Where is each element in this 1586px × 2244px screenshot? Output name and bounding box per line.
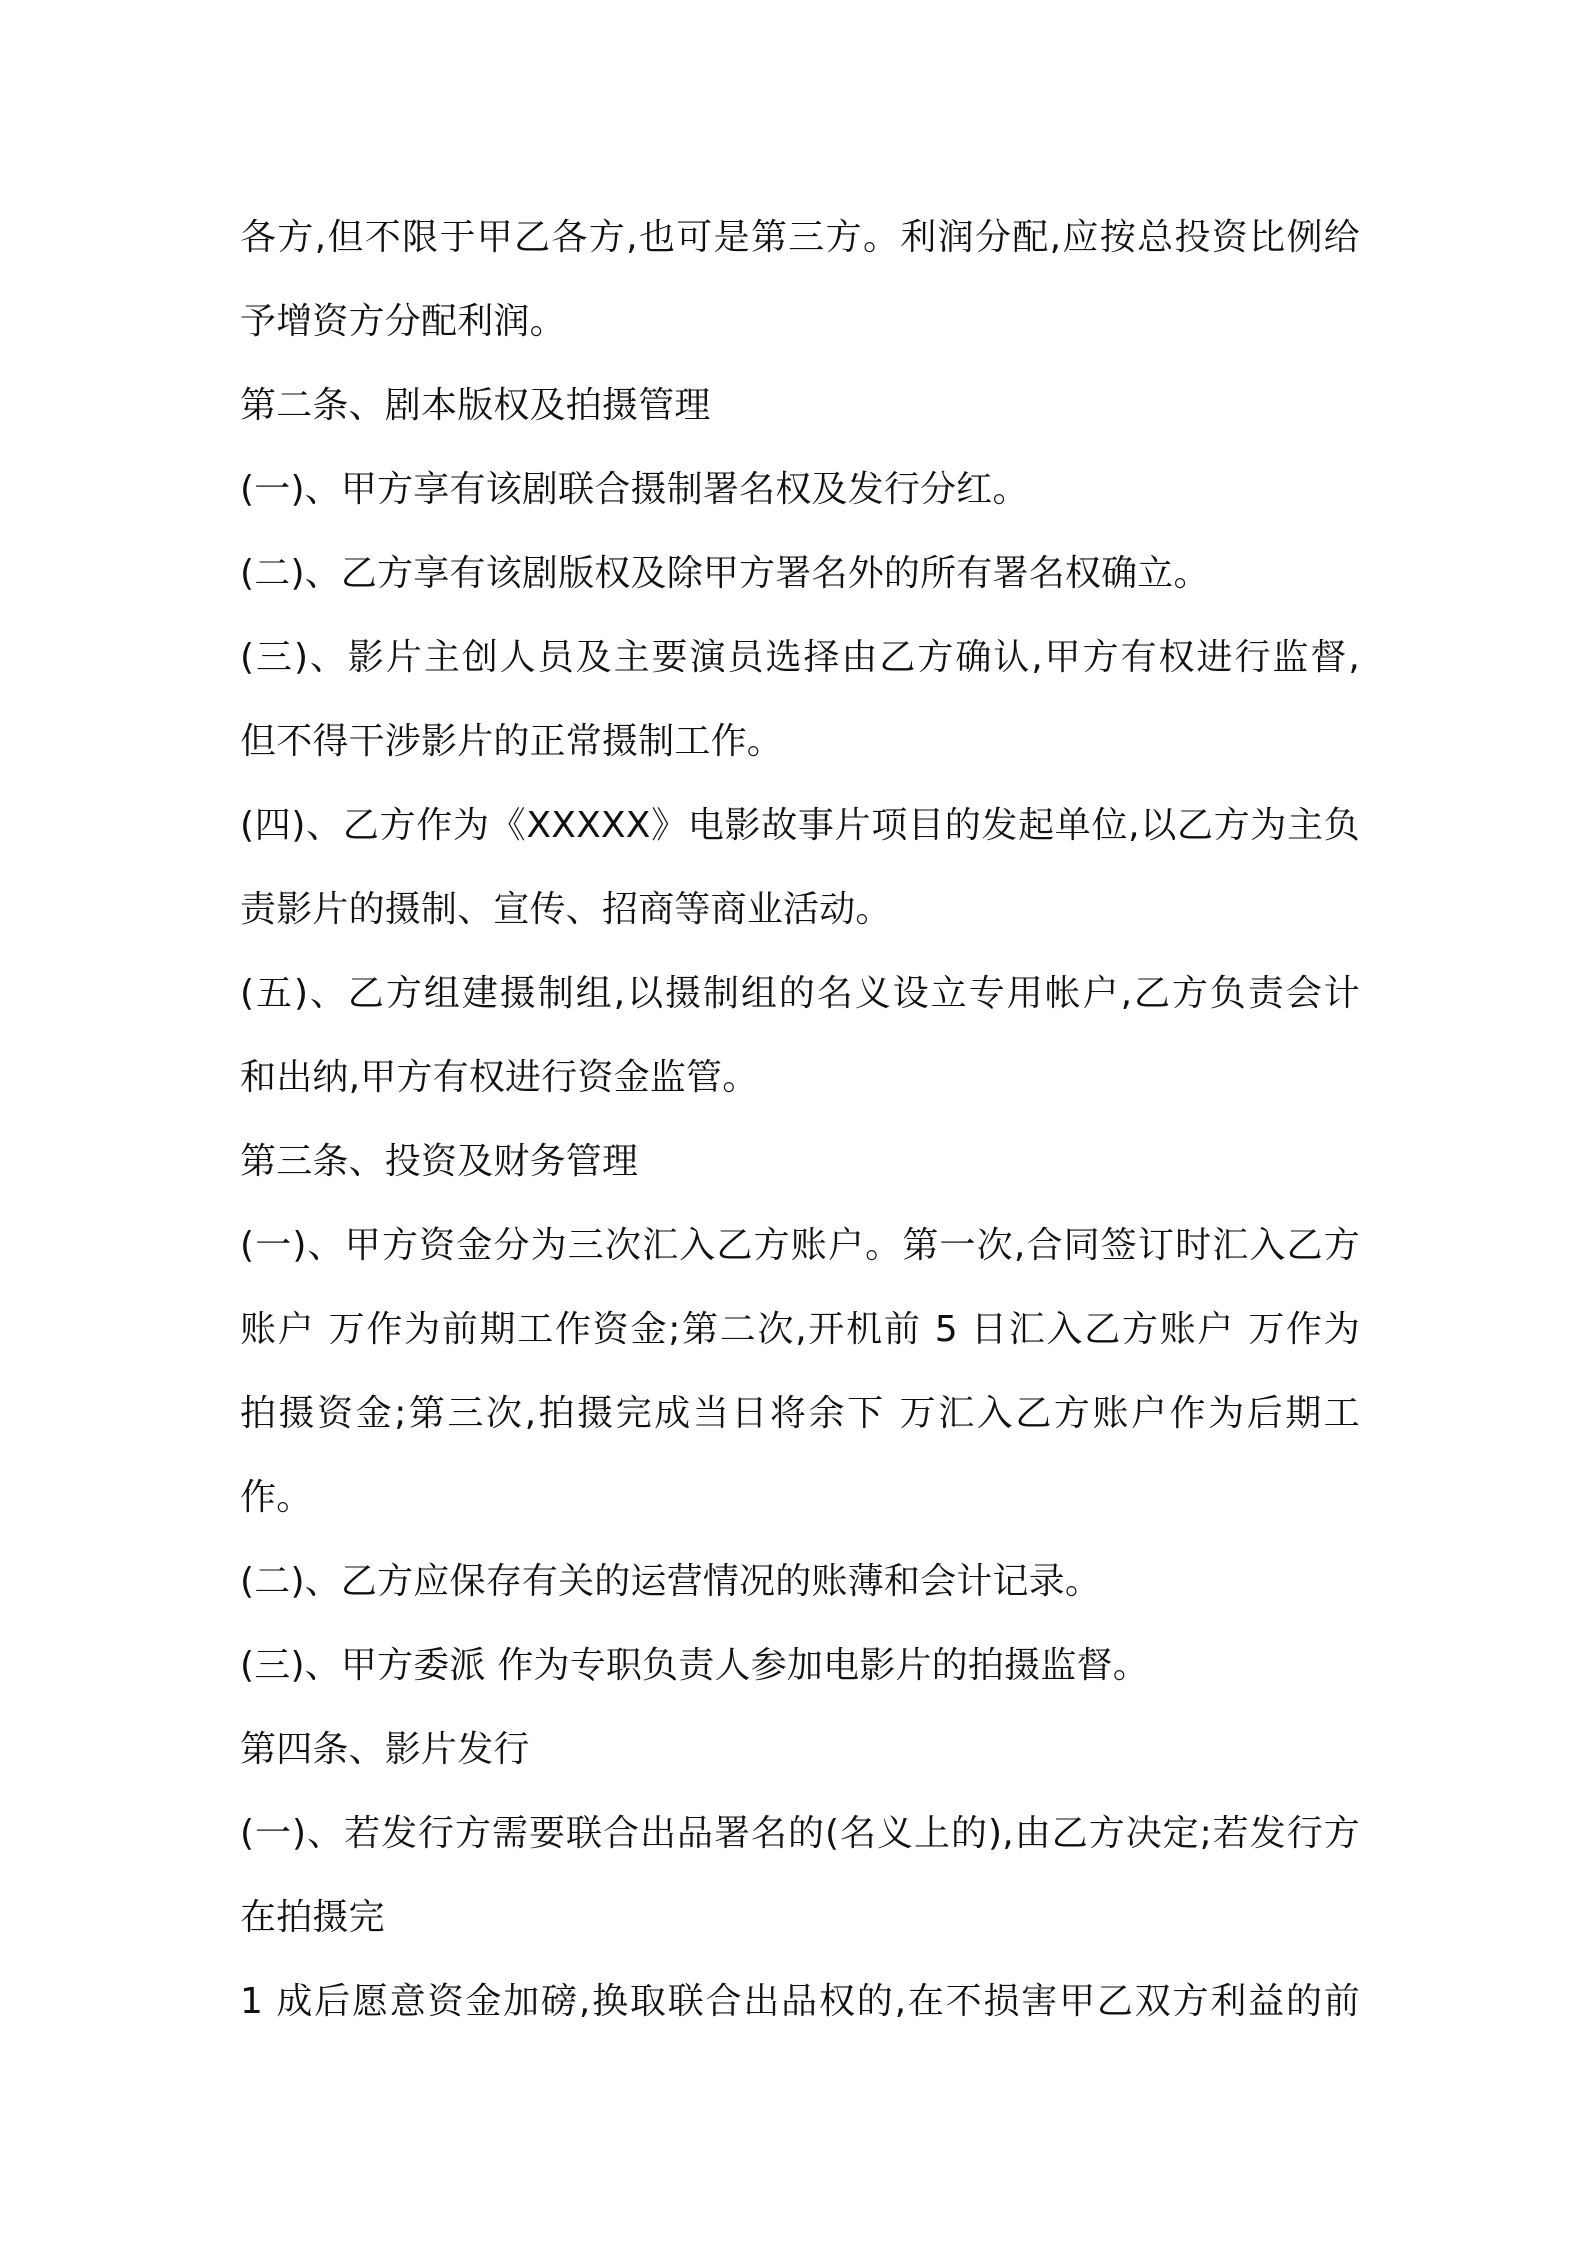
section-heading-article-3: 第三条、投资及财务管理 [240,1141,639,1182]
section-heading-article-4: 第四条、影片发行 [240,1729,530,1770]
text-line-13: (一)、甲方资金分为三次汇入乙方账户。第一次,合同签订时汇入乙方 [240,1225,1360,1266]
text-line-5: (二)、乙方享有该剧版权及除甲方署名外的所有署名权确立。 [240,553,1210,594]
text-line-10: (五)、乙方组建摄制组,以摄制组的名义设立专用帐户,乙方负责会计 [240,973,1360,1014]
text-line-8: (四)、乙方作为《XXXXX》电影故事片项目的发起单位,以乙方为主负 [240,805,1360,846]
section-heading-article-2: 第二条、剧本版权及拍摄管理 [240,385,711,426]
text-line-15: 拍摄资金;第三次,拍摄完成当日将余下 万汇入乙方账户作为后期工 [240,1393,1360,1434]
text-line-16: 作。 [240,1477,313,1518]
text-line-22: 1 成后愿意资金加磅,换取联合出品权的,在不损害甲乙双方利益的前 [240,1981,1360,2022]
text-line-11: 和出纳,甲方有权进行资金监管。 [240,1057,759,1098]
text-line-20: (一)、若发行方需要联合出品署名的(名义上的),由乙方决定;若发行方 [240,1813,1360,1854]
text-line-4: (一)、甲方享有该剧联合摄制署名权及发行分红。 [240,469,1029,510]
text-line-6: (三)、影片主创人员及主要演员选择由乙方确认,甲方有权进行监督, [240,637,1360,678]
text-line-9: 责影片的摄制、宣传、招商等商业活动。 [240,889,892,930]
text-line-17: (二)、乙方应保存有关的运营情况的账薄和会计记录。 [240,1561,1102,1602]
text-line-21: 在拍摄完 [240,1897,385,1938]
text-line-1: 各方,但不限于甲乙各方,也可是第三方。利润分配,应按总投资比例给 [240,217,1360,258]
text-line-2: 予增资方分配利润。 [240,301,566,342]
document-body [240,196,1360,2044]
text-line-18: (三)、甲方委派 作为专职负责人参加电影片的拍摄监督。 [240,1645,1149,1686]
text-line-14: 账户 万作为前期工作资金;第二次,开机前 5 日汇入乙方账户 万作为 [240,1309,1360,1350]
text-line-7: 但不得干涉影片的正常摄制工作。 [240,721,784,762]
